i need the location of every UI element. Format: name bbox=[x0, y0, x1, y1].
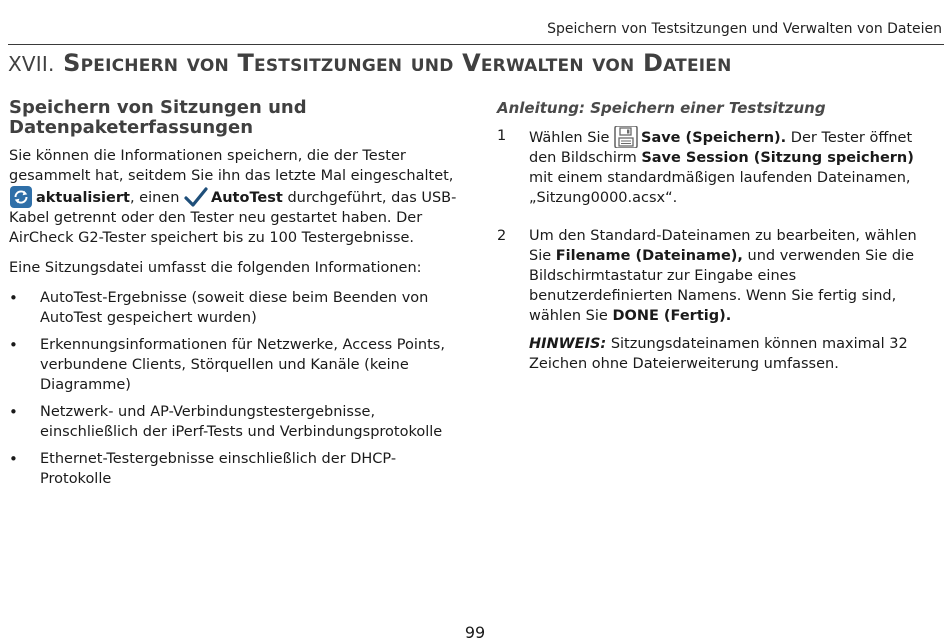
procedure-step bbox=[497, 126, 917, 216]
list-item: • AutoTest-Ergebnisse (soweit diese beim Beenden von AutoTest gespeichert wurden) bbox=[9, 288, 459, 328]
refresh-label: aktualisiert bbox=[36, 190, 130, 206]
running-header: Speichern von Testsitzungen und Verwalten von Dateien bbox=[547, 21, 942, 37]
note-text: Sitzungsdateinamen können maximal 32 Zeichen ohne Dateierweiterung umfassen. bbox=[529, 336, 908, 372]
step-text-pre: Um den Standard-Dateinamen zu bearbeiten, wählen Sie bbox=[529, 228, 917, 264]
step-number: 2 bbox=[497, 228, 507, 244]
step-text bbox=[529, 126, 917, 208]
save-session-label: Save Session (Sitzung speichern) bbox=[641, 150, 914, 166]
header-rule bbox=[8, 44, 944, 45]
chapter-title bbox=[8, 49, 732, 77]
section-heading: Speichern von Sitzungen und Datenpaketerfassungen bbox=[9, 97, 307, 138]
autotest-label: AutoTest bbox=[211, 190, 283, 206]
list-intro: Eine Sitzungsdatei umfasst die folgenden Informationen: bbox=[9, 260, 422, 276]
list-item: • Netzwerk- und AP-Verbindungstestergebnisse, einschließlich der iPerf-Tests und Verbindungsprotokolle bbox=[9, 402, 459, 442]
step-text-mid: und verwenden Sie die Bildschirmtastatur zur Eingabe eines benutzerdefinierten Namens. Wenn Sie fertig sind, wählen Sie bbox=[529, 248, 914, 324]
intro-text-1: Sie können die Informationen speichern, die der Tester gesammelt hat, seitdem Sie ihn das letzte Mal eingeschaltet, bbox=[9, 148, 454, 184]
right-column bbox=[497, 98, 917, 392]
step-text-pre: Wählen Sie bbox=[529, 130, 610, 146]
page-number: 99 bbox=[464, 623, 486, 642]
save-label: Save (Speichern). bbox=[641, 130, 787, 146]
save-icon bbox=[614, 126, 638, 148]
note bbox=[529, 334, 917, 374]
procedure-heading: Anleitung: Speichern einer Testsitzung bbox=[497, 99, 826, 117]
done-label: DONE (Fertig). bbox=[612, 308, 732, 324]
chapter-title-text: Speichern von Testsitzungen und Verwalten von Dateien bbox=[63, 49, 732, 77]
chapter-number: XVII. bbox=[8, 52, 55, 76]
step-text bbox=[529, 226, 917, 326]
list-item: • Erkennungsinformationen für Netzwerke, Access Points, verbundene Clients, Störquellen und Kanäle (keine Diagramme) bbox=[9, 335, 459, 395]
step-text-mid: Der Tester öffnet den Bildschirm bbox=[529, 130, 913, 166]
procedure-step bbox=[497, 226, 917, 382]
intro-paragraph bbox=[9, 146, 459, 248]
checkmark-icon bbox=[184, 186, 208, 208]
info-list bbox=[9, 288, 459, 489]
intro-text-3: durchgeführt, das USB-Kabel getrennt oder den Tester neu gestartet haben. Der AirCheck G2-Tester speichert bis zu 100 Testergebnisse. bbox=[9, 190, 457, 246]
step-number: 1 bbox=[497, 128, 507, 144]
step-text-post: mit einem standardmäßigen laufenden Dateinamen, „Sitzung0000.acsx“. bbox=[529, 170, 911, 206]
left-column bbox=[9, 98, 459, 496]
list-item: • Ethernet-Testergebnisse einschließlich der DHCP-Protokolle bbox=[9, 449, 459, 489]
note-label: HINWEIS: bbox=[529, 336, 607, 352]
intro-text-2: , einen bbox=[129, 190, 180, 206]
refresh-icon bbox=[9, 186, 33, 208]
filename-label: Filename (Dateiname), bbox=[555, 248, 743, 264]
